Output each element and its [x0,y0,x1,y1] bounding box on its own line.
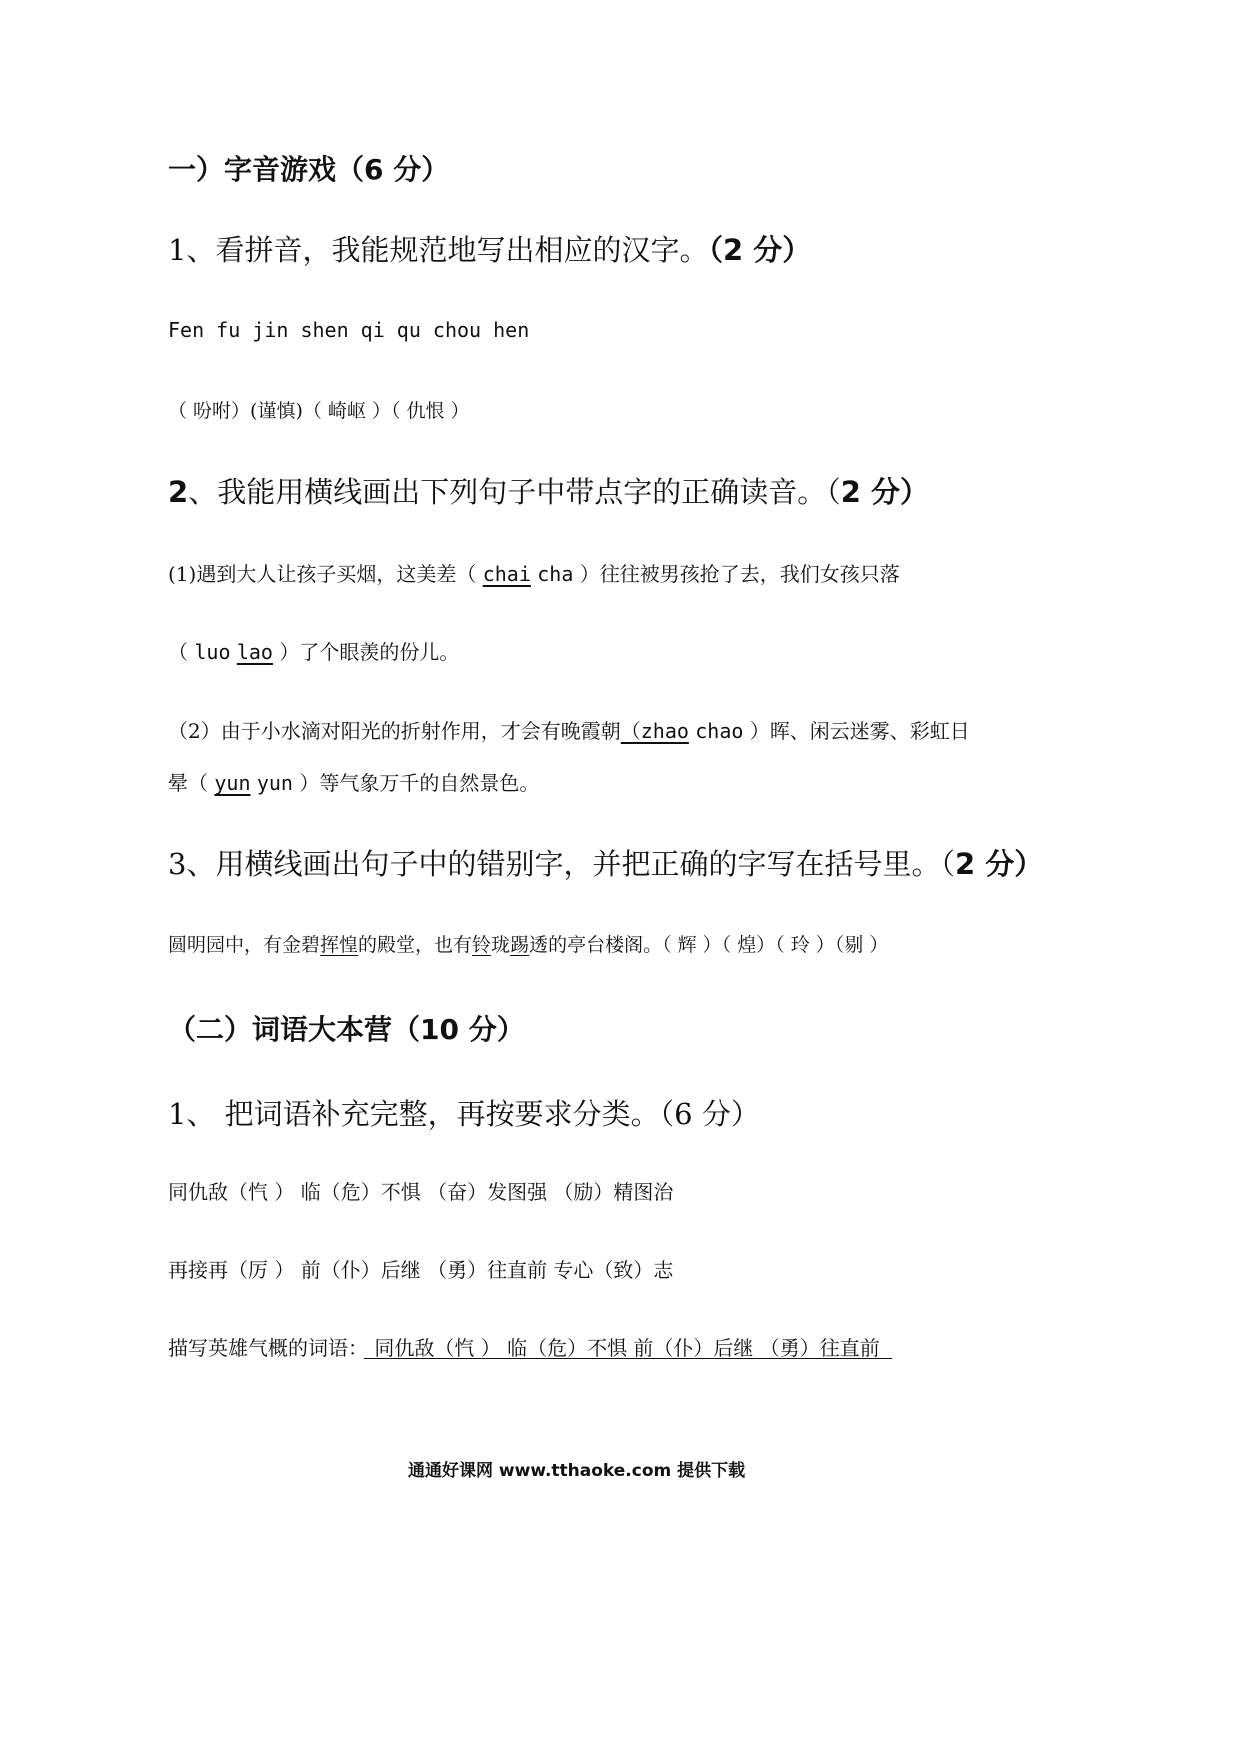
section-2-title: （二）词语大本营（10 分） [168,1013,525,1046]
sentence-2-line-1 [168,715,970,744]
answer-underline [364,1358,892,1359]
pinyin-answer-lao: lao [236,640,273,664]
footer-text: 通通好课网 www.tthaoke.com 提供下载 [408,1461,746,1481]
question-1-1 [168,228,811,269]
heroic-words-line [168,1332,880,1361]
typo-text-c: 珑 [491,934,511,956]
sentence-2-text-b: ）晖、闲云迷雾、彩虹日 [749,719,970,743]
question-1-3 [168,842,1043,883]
question-1-2-label: 、我能用横线画出下列句子中带点字的正确读音。（ [188,475,841,509]
pinyin-line: Fen fu jin shen qi qu chou hen [168,318,530,342]
typo-text-d: 透的亭台楼阁。（ 辉 ）（ 煌）（ 玲 ）（剔 ） [529,934,889,956]
sentence-2-text-c: 晕（ [168,771,208,795]
typo-text-a: 圆明园中，有金碧 [168,934,321,956]
sentence-1-line-2 [168,636,459,665]
sentence-2-text-a: （2）由于小水滴对阳光的折射作用，才会有晚霞朝 [168,719,621,743]
question-1-2 [168,470,929,511]
typo-underlined-3: 踢 [510,934,530,956]
pinyin-answer-yun: yun [214,771,251,795]
sentence-1-text-d: ）了个眼羡的份儿。 [279,640,460,664]
question-1-1-score: （2 分） [708,233,812,267]
typo-text-b: 的殿堂，也有 [358,934,473,956]
heroic-words-answer: 同仇敌（忾 ） 临（危）不惧 前（仆）后继 （勇）往直前 [374,1336,880,1360]
sentence-2-text-d: ）等气象万千的自然景色。 [299,771,540,795]
typo-sentence [168,930,888,957]
pinyin-option-yun: yun [256,771,293,795]
idiom-line-1: 同仇敌（忾 ） 临（危）不惧 （奋）发图强 （励）精图治 [168,1180,674,1204]
pinyin-option-luo: luo [194,640,231,664]
section-1-title: 一）字音游戏（6 分） [168,153,450,186]
question-1-2-score: 2 分） [840,475,929,509]
typo-underlined-1: 挥惶 [320,934,359,956]
question-1-1-label: 1、看拼音，我能规范地写出相应的汉字。 [168,233,709,267]
typo-underlined-2: 铃 [472,934,492,956]
heroic-words-label: 描写英雄气概的词语： [168,1336,368,1360]
sentence-1-text-b: ）往往被男孩抢了去，我们女孩只落 [579,562,900,586]
pinyin-option-cha: cha [537,562,574,586]
sentence-1-text-a: (1)遇到大人让孩子买烟，这美差（ [168,562,477,586]
sentence-2-line-2 [168,767,539,796]
question-2-1: 1、 把词语补充完整，再按要求分类。（6 分） [168,1097,760,1131]
pinyin-option-chao: chao [695,719,744,743]
answers-line: （ 吩咐）(谨慎)（ 崎岖 ）（ 仇恨 ） [168,400,470,422]
question-1-2-number: 2 [168,475,189,509]
sentence-1-text-c: （ [168,640,188,664]
question-1-3-score: 2 分） [954,847,1044,881]
pinyin-answer-chai: chai [482,562,531,586]
pinyin-answer-zhao: （zhao [620,719,689,743]
sentence-1-line-1 [168,558,900,587]
idiom-line-2: 再接再（厉 ） 前（仆）后继 （勇）往直前 专心（致）志 [168,1258,674,1282]
question-1-3-label: 3、用横线画出句子中的错别字，并把正确的字写在括号里。（ [168,847,955,881]
